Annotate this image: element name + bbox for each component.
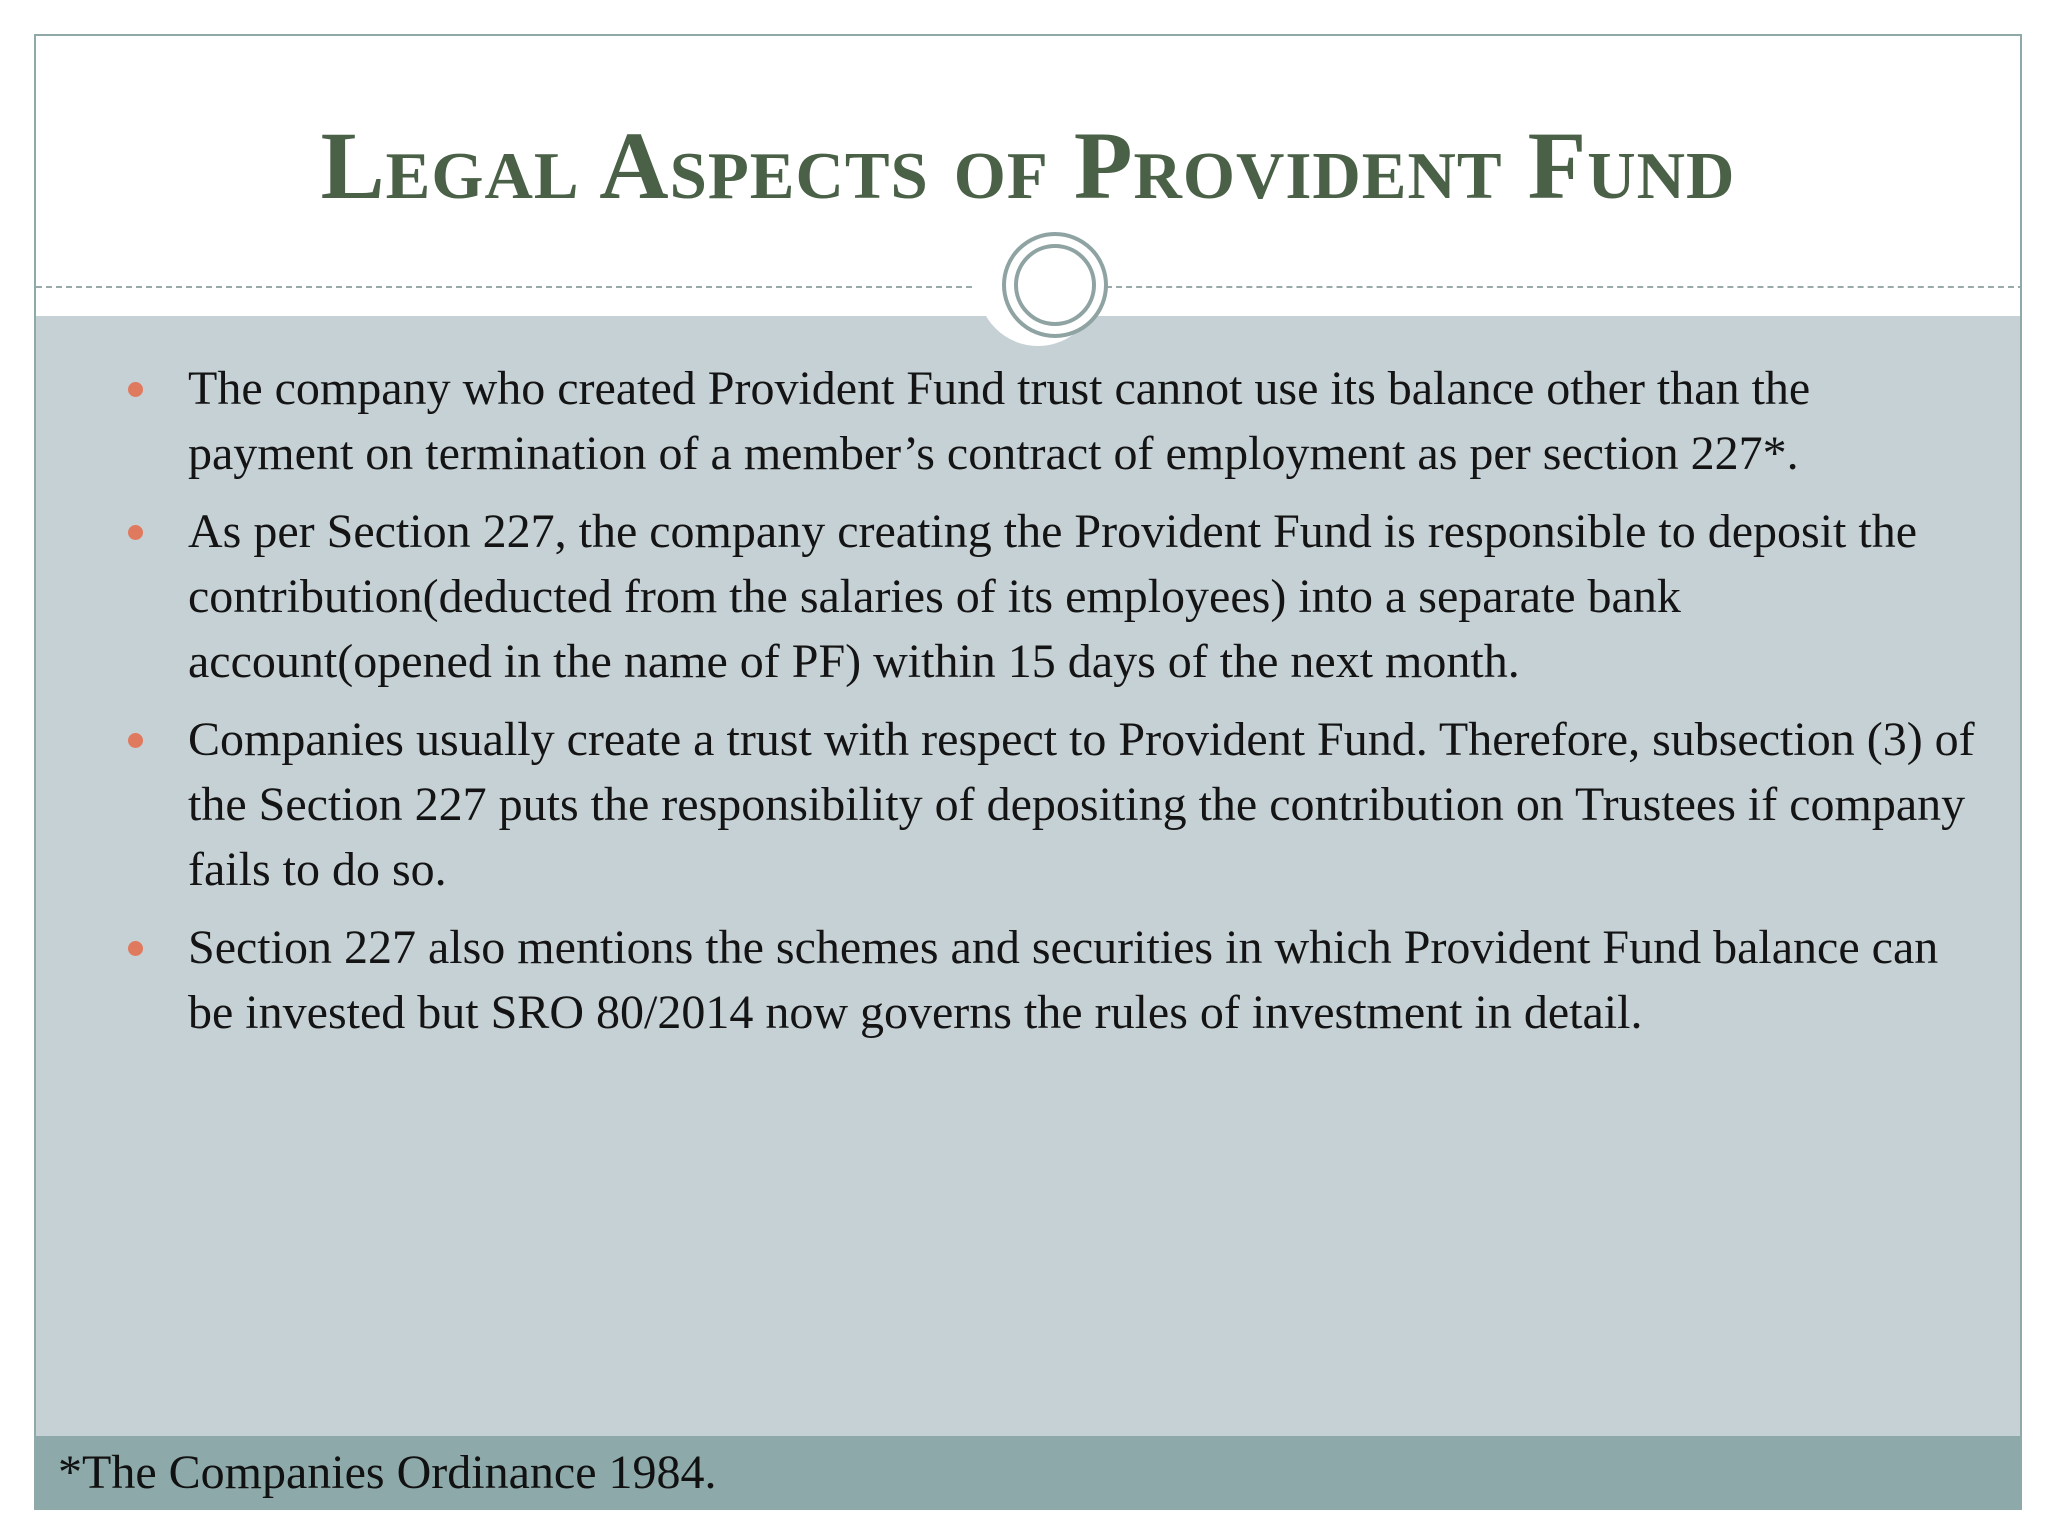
- bullet-item: [96, 915, 1976, 1045]
- bullet-item: [96, 707, 1976, 902]
- bullet-text: As per Section 227, the company creating the Provident Fund is responsible to deposit the contribution(deducted from the salaries of its employees) into a separate bank account(opened in the name of PF) within 15 days of the next month.: [188, 505, 1918, 688]
- divider-circle-inner-ring: [1014, 244, 1096, 326]
- bullet-text: Section 227 also mentions the schemes and securities in which Provident Fund balance can be invested but SRO 80/2014 now governs the rules of investment in detail.: [188, 921, 1939, 1039]
- bullet-marker-icon: [128, 733, 143, 748]
- bullet-marker-icon: [128, 941, 143, 956]
- bullet-marker-icon: [128, 382, 143, 397]
- bullet-marker-icon: [128, 525, 143, 540]
- title-divider-left: [36, 286, 972, 288]
- bullet-text: Companies usually create a trust with respect to Provident Fund. Therefore, subsection (3) of the Section 227 puts the responsibility of depositing the contribution on Trustees if company fails to do so.: [188, 713, 1975, 896]
- slide-title: Legal Aspects of Provident Fund: [320, 112, 1736, 219]
- bullet-item: [96, 499, 1976, 694]
- bullet-text: The company who created Provident Fund trust cannot use its balance other than the payment on termination of a member’s contract of employment as per section 227*.: [188, 362, 1811, 480]
- bullet-item: [96, 356, 1976, 486]
- slide: [34, 34, 2022, 1510]
- title-divider-right: [1096, 286, 2022, 288]
- footnote: *The Companies Ordinance 1984.: [58, 1446, 717, 1499]
- footer-bar: [36, 1436, 2020, 1510]
- bullet-list: [96, 356, 1976, 1058]
